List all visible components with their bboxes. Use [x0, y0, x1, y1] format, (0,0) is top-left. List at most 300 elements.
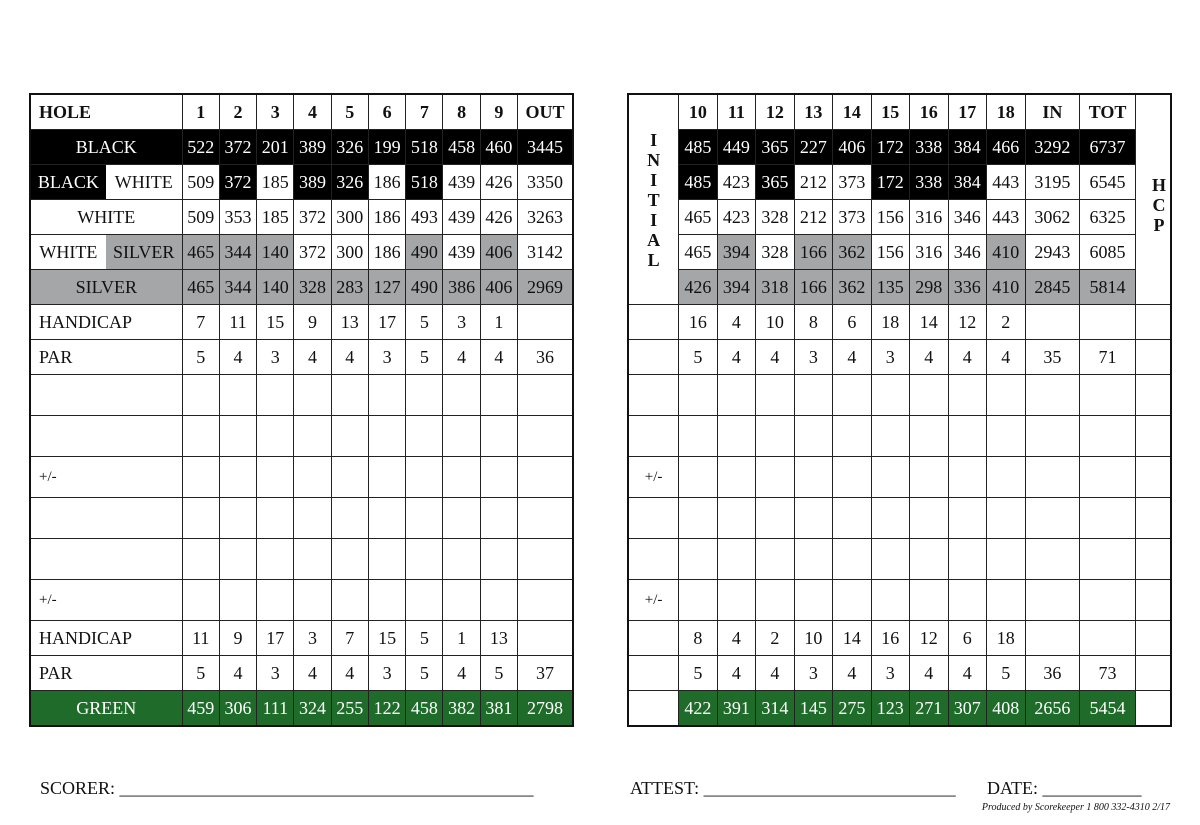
- handicap-row-back-cell: 2: [987, 305, 1025, 340]
- par-row-cell: 3: [368, 340, 405, 375]
- player-name-cell[interactable]: [30, 416, 182, 457]
- plus-minus-row-2-back-cell[interactable]: [910, 580, 948, 621]
- black-tee-row-cell: 458: [443, 130, 480, 165]
- player-row-3-back-cell[interactable]: [910, 498, 948, 539]
- score-cell[interactable]: [443, 580, 480, 621]
- score-cell[interactable]: [443, 498, 480, 539]
- white-silver-tee-row-back-cell: 465: [679, 235, 717, 270]
- player-row-2-back-cell[interactable]: [756, 416, 794, 457]
- player-row-1-back-cell[interactable]: [948, 375, 986, 416]
- plus-minus-row-1-back-cell[interactable]: [756, 457, 794, 498]
- player-row-1-back-cell[interactable]: [871, 375, 909, 416]
- green-tee-row: [30, 691, 573, 727]
- initial-cell[interactable]: [628, 416, 679, 457]
- player-row-3-back-cell[interactable]: [717, 498, 755, 539]
- handicap-row-2-cell: 5: [406, 621, 443, 656]
- silver-tee-row-back-cell: 5814: [1080, 270, 1136, 305]
- par-row-cell: 4: [219, 340, 256, 375]
- player-row-2: [30, 416, 573, 457]
- back-header-row-cell: 10: [679, 94, 717, 130]
- player-row-3-back-cell[interactable]: [1080, 498, 1136, 539]
- player-row-4-back-cell[interactable]: [756, 539, 794, 580]
- score-cell[interactable]: [480, 375, 517, 416]
- white-tee-row-back-cell: 346: [948, 200, 986, 235]
- green-tee-row-cell: 381: [480, 691, 517, 727]
- score-cell[interactable]: [406, 457, 443, 498]
- white-tee-row: [30, 200, 573, 235]
- hole-number: 5: [331, 94, 368, 130]
- hcp-cell[interactable]: [1135, 621, 1171, 656]
- par-row-2-back-cell: 5: [679, 656, 717, 691]
- plus-minus-row-2-back-cell[interactable]: [833, 580, 871, 621]
- silver-tee-row-cell: 127: [368, 270, 405, 305]
- plus-minus-row-1-back-cell[interactable]: [679, 457, 717, 498]
- score-cell[interactable]: [518, 580, 574, 621]
- par-row-cell: 4: [294, 340, 331, 375]
- score-cell[interactable]: [480, 416, 517, 457]
- player-name-cell[interactable]: +/-: [30, 457, 182, 498]
- white-silver-tee-row-back-cell: 328: [756, 235, 794, 270]
- score-cell[interactable]: [368, 539, 405, 580]
- par-row-2-cell: 4: [219, 656, 256, 691]
- par-row-2-cell: 3: [257, 656, 294, 691]
- hole-number: 8: [443, 94, 480, 130]
- player-row-4-back-cell[interactable]: [794, 539, 832, 580]
- score-cell[interactable]: [257, 416, 294, 457]
- black-white-tee-row-back-cell: 6545: [1080, 165, 1136, 200]
- handicap-row-back-cell: 4: [717, 305, 755, 340]
- black-white-tee-row-back-cell: 3195: [1025, 165, 1080, 200]
- par-row-2-cell: 5: [406, 656, 443, 691]
- green-tee-row-back-cell: 5454: [1080, 691, 1136, 727]
- black-tee-row-cell: 389: [294, 130, 331, 165]
- handicap-row-cell: 15: [257, 305, 294, 340]
- black-tee-row-back: [628, 130, 1171, 165]
- score-cell[interactable]: [443, 375, 480, 416]
- back-header-row-cell: 16: [910, 94, 948, 130]
- player-row-2-back-cell[interactable]: [948, 416, 986, 457]
- score-cell[interactable]: [480, 539, 517, 580]
- handicap-row-back-cell: 16: [679, 305, 717, 340]
- handicap-row-back-cell: 12: [948, 305, 986, 340]
- white-silver-tee-row-back-cell: 6085: [1080, 235, 1136, 270]
- player-row-2-back-cell[interactable]: [1080, 416, 1136, 457]
- player-row-4-back-cell[interactable]: [910, 539, 948, 580]
- hcp-cell[interactable]: [1135, 305, 1171, 340]
- player-row-2-back-cell[interactable]: [794, 416, 832, 457]
- hcp-cell[interactable]: [1135, 375, 1171, 416]
- player-row-3: [30, 498, 573, 539]
- score-cell[interactable]: [368, 416, 405, 457]
- hcp-cell[interactable]: [1135, 340, 1171, 375]
- black-label: BLACK: [31, 165, 106, 199]
- plus-minus-row-1-back-cell[interactable]: [794, 457, 832, 498]
- score-cell[interactable]: [257, 539, 294, 580]
- silver-tee-row-cell: 465: [182, 270, 219, 305]
- white-silver-tee-row-back-cell: 316: [910, 235, 948, 270]
- hole-number: 6: [368, 94, 405, 130]
- silver-tee-row-back-cell: 135: [871, 270, 909, 305]
- handicap-row-2-back-cell: 16: [871, 621, 909, 656]
- player-row-4-back-cell[interactable]: [987, 539, 1025, 580]
- player-row-4-back-cell[interactable]: [1025, 539, 1080, 580]
- initial-cell[interactable]: [628, 340, 679, 375]
- score-cell[interactable]: [331, 375, 368, 416]
- score-cell[interactable]: [518, 498, 574, 539]
- player-row-2-back-cell[interactable]: [987, 416, 1025, 457]
- hcp-column-header: HCP: [1135, 94, 1171, 305]
- black-tee-row-cell: 460: [480, 130, 517, 165]
- par-row-2-back-cell: 73: [1080, 656, 1136, 691]
- black-white-tee-row-back-cell: 212: [794, 165, 832, 200]
- par-row-cell: 3: [257, 340, 294, 375]
- hole-number: 1: [182, 94, 219, 130]
- score-cell[interactable]: [219, 539, 256, 580]
- plus-minus-row-2-back-cell[interactable]: [987, 580, 1025, 621]
- black-white-tee-row-back-cell: 172: [871, 165, 909, 200]
- score-cell[interactable]: [219, 580, 256, 621]
- score-cell[interactable]: [518, 457, 574, 498]
- player-row-3-back-cell[interactable]: [679, 498, 717, 539]
- hcp-cell[interactable]: [1135, 580, 1171, 621]
- silver-tee-row-cell: 344: [219, 270, 256, 305]
- player-row-4-back-cell[interactable]: [1080, 539, 1136, 580]
- player-row-1-back-cell[interactable]: [910, 375, 948, 416]
- handicap-row-2-back-cell: 6: [948, 621, 986, 656]
- black-tee-row-back-cell: 6737: [1080, 130, 1136, 165]
- score-cell[interactable]: [406, 416, 443, 457]
- player-row-2-back-cell[interactable]: [871, 416, 909, 457]
- plus-minus-row-1-back-cell[interactable]: [1080, 457, 1136, 498]
- white-tee-row-cell: 372: [294, 200, 331, 235]
- score-cell[interactable]: [294, 416, 331, 457]
- score-cell[interactable]: [182, 498, 219, 539]
- player-row-1-back-cell[interactable]: [987, 375, 1025, 416]
- plus-minus-row-2: [30, 580, 573, 621]
- green-tee-row-back-cell: 391: [717, 691, 755, 727]
- silver-tee-row-cell: 2969: [518, 270, 574, 305]
- par-row-back-cell: 5: [679, 340, 717, 375]
- score-cell[interactable]: [480, 457, 517, 498]
- par-row-2-back-cell: 3: [794, 656, 832, 691]
- player-name-cell[interactable]: [30, 498, 182, 539]
- hcp-cell[interactable]: [1135, 498, 1171, 539]
- silver-tee-row-back-cell: 318: [756, 270, 794, 305]
- player-row-1-back-cell[interactable]: [1025, 375, 1080, 416]
- initial-cell[interactable]: [628, 621, 679, 656]
- par-row-back-cell: 4: [948, 340, 986, 375]
- hole-number: 7: [406, 94, 443, 130]
- initial-cell[interactable]: [628, 375, 679, 416]
- black-tee-row-back-cell: 466: [987, 130, 1025, 165]
- player-row-3-back-cell[interactable]: [1025, 498, 1080, 539]
- black-tee-row-back-cell: 449: [717, 130, 755, 165]
- plus-minus-row-2-back-cell[interactable]: [1025, 580, 1080, 621]
- white-silver-tee-row-back-cell: 410: [987, 235, 1025, 270]
- plus-minus-row-1-back-cell[interactable]: [717, 457, 755, 498]
- par-row-cell: 5: [182, 340, 219, 375]
- score-cell[interactable]: [331, 498, 368, 539]
- player-row-3-back-cell[interactable]: [833, 498, 871, 539]
- handicap-row-cell: 11: [219, 305, 256, 340]
- hcp-cell[interactable]: [1135, 416, 1171, 457]
- par-row-cell: 4: [443, 340, 480, 375]
- player-row-4-back-cell[interactable]: [717, 539, 755, 580]
- hole-number: 3: [257, 94, 294, 130]
- score-cell[interactable]: [480, 498, 517, 539]
- plus-minus-row-2-back-cell[interactable]: [871, 580, 909, 621]
- score-cell[interactable]: [257, 375, 294, 416]
- handicap-row-2-back-cell: 4: [717, 621, 755, 656]
- white-silver-cell: 372: [294, 235, 331, 270]
- par-row-back-cell: 35: [1025, 340, 1080, 375]
- hole-number: 4: [294, 94, 331, 130]
- black-tee-row-back-cell: 172: [871, 130, 909, 165]
- par-row-back-cell: 3: [871, 340, 909, 375]
- hcp-cell[interactable]: [1135, 656, 1171, 691]
- green-tee-row-cell: 2798: [518, 691, 574, 727]
- silver-tee-row-back-cell: 298: [910, 270, 948, 305]
- player-row-3-back-cell[interactable]: [794, 498, 832, 539]
- player-row-3-back-cell[interactable]: [987, 498, 1025, 539]
- plus-minus-row-2-back-cell[interactable]: [948, 580, 986, 621]
- score-cell[interactable]: [368, 498, 405, 539]
- handicap-row-2-back-cell: 8: [679, 621, 717, 656]
- silver-tee-row-back-cell: 362: [833, 270, 871, 305]
- handicap-row-cell: 7: [182, 305, 219, 340]
- par-row-2: [30, 656, 573, 691]
- player-row-1-back-cell[interactable]: [756, 375, 794, 416]
- initial-cell[interactable]: [628, 656, 679, 691]
- silver-tee-row-cell: 406: [480, 270, 517, 305]
- plus-minus-row-2-back-cell[interactable]: [679, 580, 717, 621]
- score-cell[interactable]: [294, 375, 331, 416]
- handicap-row-back-cell: 6: [833, 305, 871, 340]
- player-name-cell[interactable]: [30, 539, 182, 580]
- player-row-2-back-cell[interactable]: [910, 416, 948, 457]
- player-row-1-back-cell[interactable]: [717, 375, 755, 416]
- score-cell[interactable]: [368, 580, 405, 621]
- white-label: WHITE: [114, 171, 173, 192]
- par-row-2-cell: 37: [518, 656, 574, 691]
- black-white-tee-row-back-cell: 443: [987, 165, 1025, 200]
- score-cell[interactable]: [331, 580, 368, 621]
- initial-cell[interactable]: [628, 539, 679, 580]
- initial-cell[interactable]: +/-: [628, 457, 679, 498]
- white-tee-row-cell: 353: [219, 200, 256, 235]
- player-row-4-back-cell[interactable]: [871, 539, 909, 580]
- player-row-2-back-cell[interactable]: [1025, 416, 1080, 457]
- green-tee-row-back-cell: 307: [948, 691, 986, 727]
- handicap-row-cell: HANDICAP: [30, 305, 182, 340]
- plus-minus-row-2-back-cell[interactable]: [717, 580, 755, 621]
- score-cell[interactable]: [518, 539, 574, 580]
- white-tee-row-back-cell: 6325: [1080, 200, 1136, 235]
- par-row-2-back-cell: 4: [833, 656, 871, 691]
- player-row-1-back-cell[interactable]: [1080, 375, 1136, 416]
- player-row-1-back-cell[interactable]: [794, 375, 832, 416]
- silver-tee-row-cell: SILVER: [30, 270, 182, 305]
- score-cell[interactable]: [368, 375, 405, 416]
- player-row-1-back-cell[interactable]: [679, 375, 717, 416]
- white-silver-cell: 186: [368, 235, 405, 270]
- score-cell[interactable]: [518, 416, 574, 457]
- plus-minus-row-1-back-cell[interactable]: [987, 457, 1025, 498]
- back-header-row: [628, 94, 1171, 130]
- score-cell[interactable]: [331, 539, 368, 580]
- plus-minus-row-1-back-cell[interactable]: [910, 457, 948, 498]
- green-tee-row-cell: 458: [406, 691, 443, 727]
- hole-number: OUT: [518, 94, 574, 130]
- player-row-4-back-cell[interactable]: [833, 539, 871, 580]
- white-silver-cell: 465: [182, 235, 219, 270]
- score-cell[interactable]: [219, 375, 256, 416]
- score-cell[interactable]: [182, 539, 219, 580]
- player-row-1-back: [628, 375, 1171, 416]
- par-row-back-cell: 4: [987, 340, 1025, 375]
- white-tee-row-cell: 493: [406, 200, 443, 235]
- black-tee-row-back-cell: 227: [794, 130, 832, 165]
- par-row-back-cell: 4: [756, 340, 794, 375]
- score-cell[interactable]: [406, 580, 443, 621]
- score-cell[interactable]: [331, 416, 368, 457]
- handicap-row-back-cell: 14: [910, 305, 948, 340]
- handicap-row-2-cell: 15: [368, 621, 405, 656]
- score-cell[interactable]: [518, 375, 574, 416]
- front-nine-scorecard: [29, 93, 574, 727]
- score-cell[interactable]: [219, 498, 256, 539]
- hcp-cell[interactable]: [1135, 457, 1171, 498]
- score-cell[interactable]: [406, 498, 443, 539]
- plus-minus-row-2-back-cell[interactable]: [756, 580, 794, 621]
- score-cell[interactable]: [294, 580, 331, 621]
- silver-tee-row-back-cell: 166: [794, 270, 832, 305]
- score-cell[interactable]: [294, 539, 331, 580]
- player-name-cell[interactable]: [30, 375, 182, 416]
- handicap-row-back-cell: [1025, 305, 1080, 340]
- score-cell[interactable]: [294, 457, 331, 498]
- score-cell[interactable]: [331, 457, 368, 498]
- white-silver-tee-row-back-cell: 346: [948, 235, 986, 270]
- score-cell[interactable]: [182, 416, 219, 457]
- plus-minus-row-1-back-cell[interactable]: [871, 457, 909, 498]
- player-row-3-back-cell[interactable]: [871, 498, 909, 539]
- player-row-2-back-cell[interactable]: [833, 416, 871, 457]
- black-white-cell: 372: [219, 165, 256, 200]
- handicap-row-2-cell: 3: [294, 621, 331, 656]
- score-cell[interactable]: [182, 375, 219, 416]
- white-tee-row-back-cell: 423: [717, 200, 755, 235]
- white-tee-row-cell: 186: [368, 200, 405, 235]
- plus-minus-row-1-back-cell[interactable]: [948, 457, 986, 498]
- back-header-row-cell: 15: [871, 94, 909, 130]
- player-row-2-back: [628, 416, 1171, 457]
- white-tee-row-back-cell: 328: [756, 200, 794, 235]
- plus-minus-row-1-back-cell[interactable]: [833, 457, 871, 498]
- handicap-row-2-cell: HANDICAP: [30, 621, 182, 656]
- white-silver-tee-row-back: [628, 235, 1171, 270]
- player-row-1-back-cell[interactable]: [833, 375, 871, 416]
- back-header-row-cell: TOT: [1080, 94, 1136, 130]
- player-row-2-back-cell[interactable]: [679, 416, 717, 457]
- initial-cell[interactable]: [628, 305, 679, 340]
- score-cell[interactable]: [182, 457, 219, 498]
- handicap-row-back: [628, 305, 1171, 340]
- white-tee-row-cell: 439: [443, 200, 480, 235]
- handicap-row-2-cell: 1: [443, 621, 480, 656]
- initial-cell[interactable]: +/-: [628, 580, 679, 621]
- score-cell[interactable]: [257, 498, 294, 539]
- hole-number: 9: [480, 94, 517, 130]
- handicap-row-2: [30, 621, 573, 656]
- back-header-row-cell: 12: [756, 94, 794, 130]
- par-row-2-back-cell: 4: [948, 656, 986, 691]
- score-cell[interactable]: [480, 580, 517, 621]
- plus-minus-row-2-back-cell[interactable]: [794, 580, 832, 621]
- score-cell[interactable]: [294, 498, 331, 539]
- score-cell[interactable]: [219, 457, 256, 498]
- black-tee-row-back-cell: 365: [756, 130, 794, 165]
- black-white-tee-row-back: [628, 165, 1171, 200]
- score-cell[interactable]: [257, 580, 294, 621]
- green-tee-row-cell: 382: [443, 691, 480, 727]
- score-cell[interactable]: [443, 539, 480, 580]
- player-row-4-back-cell[interactable]: [948, 539, 986, 580]
- initial-cell[interactable]: [628, 498, 679, 539]
- player-row-3-back-cell[interactable]: [948, 498, 986, 539]
- score-cell[interactable]: [406, 375, 443, 416]
- silver-tee-row-back-cell: 336: [948, 270, 986, 305]
- player-row-2-back-cell[interactable]: [717, 416, 755, 457]
- hcp-cell[interactable]: [1135, 539, 1171, 580]
- par-row-back-cell: 3: [794, 340, 832, 375]
- black-white-tee-row-back-cell: 384: [948, 165, 986, 200]
- silver-tee-row: [30, 270, 573, 305]
- score-cell[interactable]: [257, 457, 294, 498]
- black-tee-row-cell: 201: [257, 130, 294, 165]
- plus-minus-row-2-back-cell[interactable]: [1080, 580, 1136, 621]
- date-line[interactable]: DATE: ___________: [987, 778, 1142, 798]
- player-row-3-back-cell[interactable]: [756, 498, 794, 539]
- white-tee-row-cell: 3263: [518, 200, 574, 235]
- score-cell[interactable]: [219, 416, 256, 457]
- initial-cell[interactable]: [628, 691, 679, 727]
- white-tee-row-back-cell: 156: [871, 200, 909, 235]
- score-cell[interactable]: [368, 457, 405, 498]
- attest-line[interactable]: ATTEST: ____________________________: [630, 778, 956, 798]
- silver-label: SILVER: [106, 235, 182, 269]
- handicap-row-2-cell: 13: [480, 621, 517, 656]
- plus-minus-row-1-back-cell[interactable]: [1025, 457, 1080, 498]
- scorer-line[interactable]: SCORER: ______________________________________________: [40, 778, 534, 798]
- par-row-2-cell: 4: [443, 656, 480, 691]
- par-row-2-cell: 3: [368, 656, 405, 691]
- handicap-row-2-back-cell: 2: [756, 621, 794, 656]
- handicap-row-back-cell: 18: [871, 305, 909, 340]
- white-silver-tee-row-back-cell: 156: [871, 235, 909, 270]
- player-name-cell[interactable]: +/-: [30, 580, 182, 621]
- score-cell[interactable]: [182, 580, 219, 621]
- score-cell[interactable]: [443, 416, 480, 457]
- player-row-3-back: [628, 498, 1171, 539]
- score-cell[interactable]: [443, 457, 480, 498]
- player-row-4-back-cell[interactable]: [679, 539, 717, 580]
- back-header-row-cell: 17: [948, 94, 986, 130]
- hcp-cell[interactable]: [1135, 691, 1171, 727]
- silver-tee-row-cell: 328: [294, 270, 331, 305]
- par-row-back-cell: 4: [717, 340, 755, 375]
- score-cell[interactable]: [406, 539, 443, 580]
